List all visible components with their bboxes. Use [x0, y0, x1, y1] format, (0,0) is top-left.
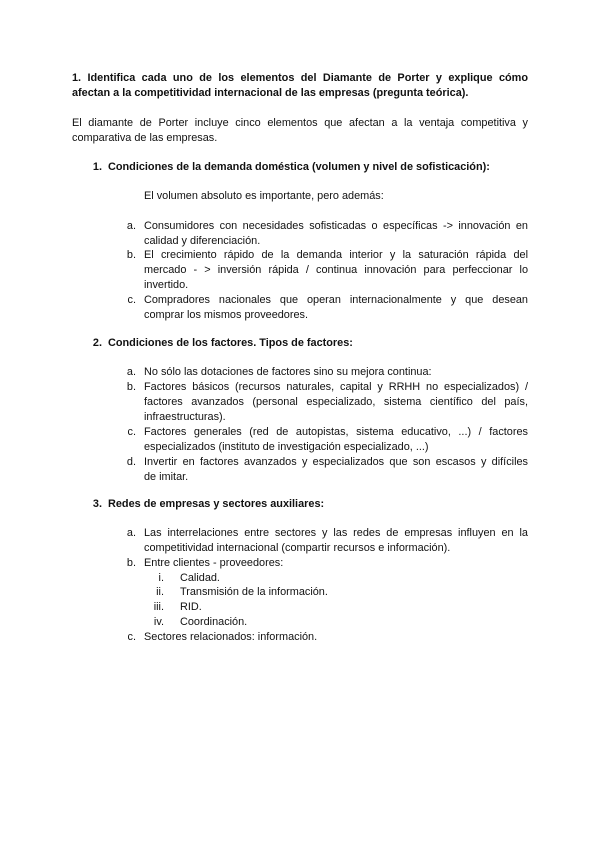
- list-item-line: de imitar.: [144, 471, 189, 483]
- question-line-1: 1. Identifica cada uno de los elementos del Diamante de Porter y explique cómo: [72, 72, 528, 84]
- section-3-number: 3.: [92, 498, 102, 510]
- list-item-line: Entre clientes - proveedores:: [144, 557, 284, 569]
- sublist-item: Transmisión de la información.: [180, 586, 328, 598]
- list-marker: a.: [126, 366, 136, 378]
- list-item-line: Invertir en factores avanzados y especializados que son escasos y difíciles: [144, 456, 528, 468]
- list-marker: d.: [126, 456, 136, 468]
- list-marker: c.: [127, 294, 136, 306]
- section-3-title: Redes de empresas y sectores auxiliares:: [108, 498, 325, 510]
- list-item-line: calidad y diferenciación.: [144, 235, 261, 247]
- intro-line-1: El diamante de Porter incluye cinco elementos que afectan a la ventaja competitiva y: [72, 117, 528, 129]
- intro-line-2: comparativa de las empresas.: [72, 132, 218, 144]
- list-marker: b.: [126, 557, 136, 569]
- list-marker: c.: [127, 426, 136, 438]
- list-item-line: especializados (instituto de investigación especializado, ...): [144, 441, 429, 453]
- list-marker: c.: [127, 631, 136, 643]
- section-1-lead: El volumen absoluto es importante, pero además:: [144, 190, 384, 202]
- question-line-2: afectan a la competitividad internacional de las empresas (pregunta teórica).: [72, 87, 469, 99]
- list-item-line: Factores generales (red de autopistas, sistema educativo, ...) / factores: [144, 426, 528, 438]
- list-item-line: Las interrelaciones entre sectores y las redes de empresas influyen en la: [144, 527, 528, 539]
- list-item-line: invertido.: [144, 279, 189, 291]
- sublist-marker: iii.: [153, 601, 164, 613]
- list-marker: a.: [126, 220, 136, 232]
- list-item-line: Compradores nacionales que operan internacionalmente y que desean: [144, 294, 528, 306]
- section-1-number: 1.: [92, 161, 102, 173]
- list-marker: b.: [126, 381, 136, 393]
- list-item-line: El crecimiento rápido de la demanda interior y la saturación rápida del: [144, 249, 528, 261]
- list-item-line: No sólo las dotaciones de factores sino su mejora continua:: [144, 366, 432, 378]
- sublist-marker: ii.: [156, 586, 164, 598]
- sublist-item: Coordinación.: [180, 616, 248, 628]
- sublist-item: Calidad.: [180, 572, 220, 584]
- section-2-number: 2.: [92, 337, 102, 349]
- list-marker: a.: [126, 527, 136, 539]
- list-item-line: factores avanzados (personal especializado, sistema científico del país,: [144, 396, 528, 408]
- sublist-marker: i.: [158, 572, 164, 584]
- list-item-line: competitividad internacional (compartir recursos e información).: [144, 542, 451, 554]
- sublist-marker: iv.: [153, 616, 164, 628]
- list-item-line: infraestructuras).: [144, 411, 226, 423]
- section-1-title: Condiciones de la demanda doméstica (volumen y nivel de sofisticación):: [108, 161, 490, 173]
- section-2-title: Condiciones de los factores. Tipos de factores:: [108, 337, 353, 349]
- list-item-line: Consumidores con necesidades sofisticadas o específicas -> innovación en: [144, 220, 528, 232]
- sublist-item: RID.: [180, 601, 202, 613]
- list-marker: b.: [126, 249, 136, 261]
- list-item-line: Sectores relacionados: información.: [144, 631, 318, 643]
- list-item-line: mercado - > inversión rápida / continua innovación para perfeccionar lo: [144, 264, 528, 276]
- list-item-line: Factores básicos (recursos naturales, capital y RRHH no especializados) /: [144, 381, 528, 393]
- list-item-line: comprar los mismos proveedores.: [144, 309, 309, 321]
